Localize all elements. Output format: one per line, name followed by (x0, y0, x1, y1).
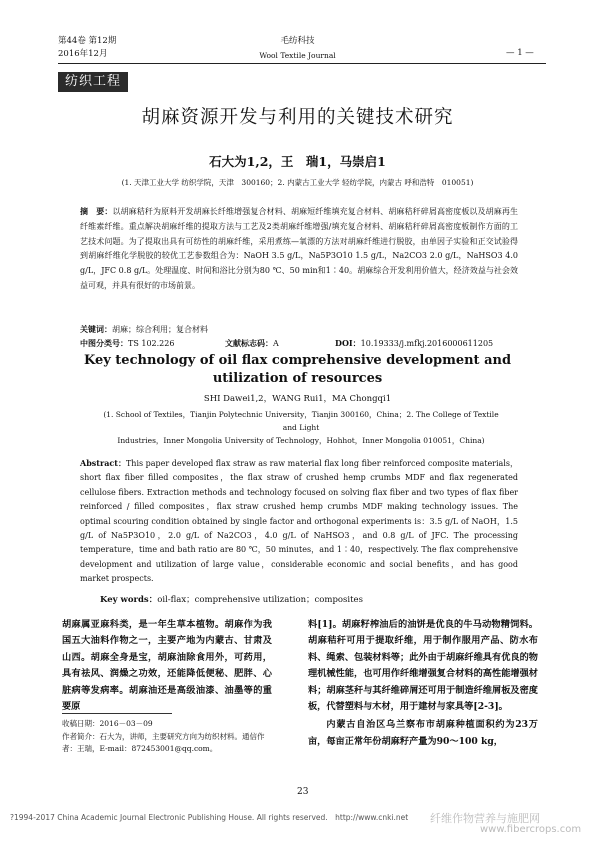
keywords-en-text: oil-flax；comprehensive utilization；composites (157, 595, 363, 605)
publication-date: 2016年12月 (58, 49, 108, 59)
keywords-cn-text: 胡麻；综合利用；复合材料 (112, 325, 208, 334)
abstract-en-label: Abstract： (80, 458, 126, 468)
affiliation-en-line1: (1. School of Textiles，Tianjin Polytechnic University，Tianjin 300160，China；2. The College of Textile and Light (103, 410, 499, 432)
keywords-cn (80, 323, 518, 336)
affiliation-en-line2: Industries，Inner Mongolia University of Technology，Hohhot，Inner Mongolia 010051，China) (117, 436, 485, 445)
section-tag: 纺织工程 (58, 72, 128, 92)
clc-label: 中图分类号： (80, 338, 128, 348)
abstract-en (80, 456, 518, 587)
received-date: 收稿日期：2016－03－09 (62, 719, 153, 728)
abstract-en-text: This paper developed flax straw as raw material flax long fiber reinforced composite materials，short flax fiber filled composites，the flax straw of crushed hemp crumbs MDF and flax regenerated cellulose fibers. Extraction methods and technology focused on solving flax fiber and two types of flax fiber reinforced / filled composites，flax straw crushed hemp crumbs MDF making technology issues. The optimal scouring condition obtained by single factor and orthogonal experiments is：3.5 g/L of NaOH，1.5 g/L of Na5P3O10，2.0 g/L of Na2CO3，4.0 g/L of NaHSO3，and 0.8 g/L of JFC. The processing temperature，time and bath ratio are 80 ℃，50 minutes，and 1∶40，respectively. The flax comprehensive development and utilization of large value，considerable economic and social benefits，and has good market prospects. (80, 459, 518, 584)
affiliation-cn: (1. 天津工业大学 纺织学院，天津 300160；2. 内蒙古工业大学 轻纺学院，内蒙古 呼和浩特 010051) (121, 178, 474, 187)
authors-en: SHI Dawei1,2，WANG Rui1，MA Chongqi1 (203, 394, 392, 404)
header-page-number: — 1 — (506, 48, 534, 58)
keywords-en-label: Key words： (100, 595, 158, 605)
abstract-cn-label: 摘 要： (80, 207, 113, 216)
title-en-line1: Key technology of oil flax comprehensive development and (83, 353, 512, 368)
doi-label: DOI： (335, 338, 361, 348)
journal-name-en: Wool Textile Journal (259, 51, 336, 60)
watermark-url: www.fibercrops.com (480, 824, 582, 835)
title-en (0, 352, 595, 388)
volume-issue: 第44卷 第12期 (58, 36, 117, 46)
body-right-paragraph-2: 内蒙古自治区乌兰察布市胡麻种植面积约为23万亩，每亩正常年份胡麻籽产量为90～100 kg， (308, 719, 538, 747)
authors-cn: 石大为1,2，王 瑞1，马崇启1 (209, 154, 386, 169)
body-left-column: 胡麻属亚麻科类，是一年生草本植物。胡麻作为我国五大油料作物之一，主要产地为内蒙古、甘肃及山西。胡麻全身是宝，胡麻油除食用外，可药用，具有祛风、润燥之功效，还能降低便秘、肥胖、心脏病等发病率。胡麻油还是高级油漆、油墨等的重要原 (62, 619, 272, 713)
abstract-cn (80, 205, 518, 294)
doi-field (335, 337, 493, 350)
header-rule (58, 63, 546, 64)
clc-field (80, 337, 174, 350)
copyright-footer: ?1994-2017 China Academic Journal Electronic Publishing House. All rights reserved. http://www.cnki.net (10, 813, 409, 822)
doc-code-label: 文献标志码： (225, 338, 273, 348)
journal-name-cn: 毛纺科技 (280, 36, 315, 46)
doc-code-value: A (273, 339, 279, 348)
watermark: 纤维作物营养与施肥网 (430, 812, 540, 825)
footnote-rule (62, 713, 172, 714)
footnote (62, 718, 272, 756)
affiliation-en (96, 408, 506, 447)
abstract-cn-text: 以胡麻秸秆为原料开发胡麻长纤维增强复合材料、胡麻短纤维填充复合材料、胡麻秸秆碎屑高密度板以及胡麻再生纤维素纤维。重点解决胡麻纤维的提取方法与工艺及2类胡麻纤维增强/填充复合材料、胡麻秸秆碎屑高密度板制作方面的工艺技术问题。为了提取出具有可纺性的胡麻纤维，采用煮练—氧漂的方法对胡麻纤维进行脱胶，由单因子实验和正交试验得到胡麻纤维化学脱胶的较优工艺参数组合为：NaOH 3.5 g/L，Na5P3O10 1.5 g/L，Na2CO3 2.0 g/L，NaHSO3 4.0 g/L，JFC 0.8 g/L。处理温度、时间和浴比分别为80 ℃、50 min和1∶40。胡麻综合开发利用价值大，经济效益与社会效益可观，并具有很好的市场前景。 (80, 207, 518, 290)
title-en-line2: utilization of resources (212, 371, 383, 386)
author-info: 作者简介：石大为，讲师，主要研究方向为纺织材料。通信作者：王瑞，E-mail：872453001@qq.com。 (62, 731, 265, 753)
page-number: 23 (297, 787, 309, 797)
doc-code-field (225, 337, 279, 350)
body-right-paragraph-1: 料[1]。胡麻籽榨油后的油饼是优良的牛马动物精饲料。胡麻秸秆可用于提取纤维，用于制作服用产品、防水布料、绳索、包装材料等；此外由于胡麻纤维具有优良的物理机械性能，也可用作纤维增强复合材料的高性能增强材料；胡麻茎秆与其纤维碎屑还可用于制造纤维屑板及密度板，代替塑料与木材，用于建材与家具等[2-3]。 (308, 619, 538, 713)
keywords-en (100, 594, 520, 606)
doi-value: 10.19333/j.mfkj.2016000611205 (360, 339, 494, 348)
clc-value: TS 102.226 (128, 339, 175, 348)
title-cn: 胡麻资源开发与利用的关键技术研究 (141, 107, 454, 128)
body-right-column (308, 617, 538, 750)
keywords-cn-label: 关键词： (80, 325, 112, 334)
